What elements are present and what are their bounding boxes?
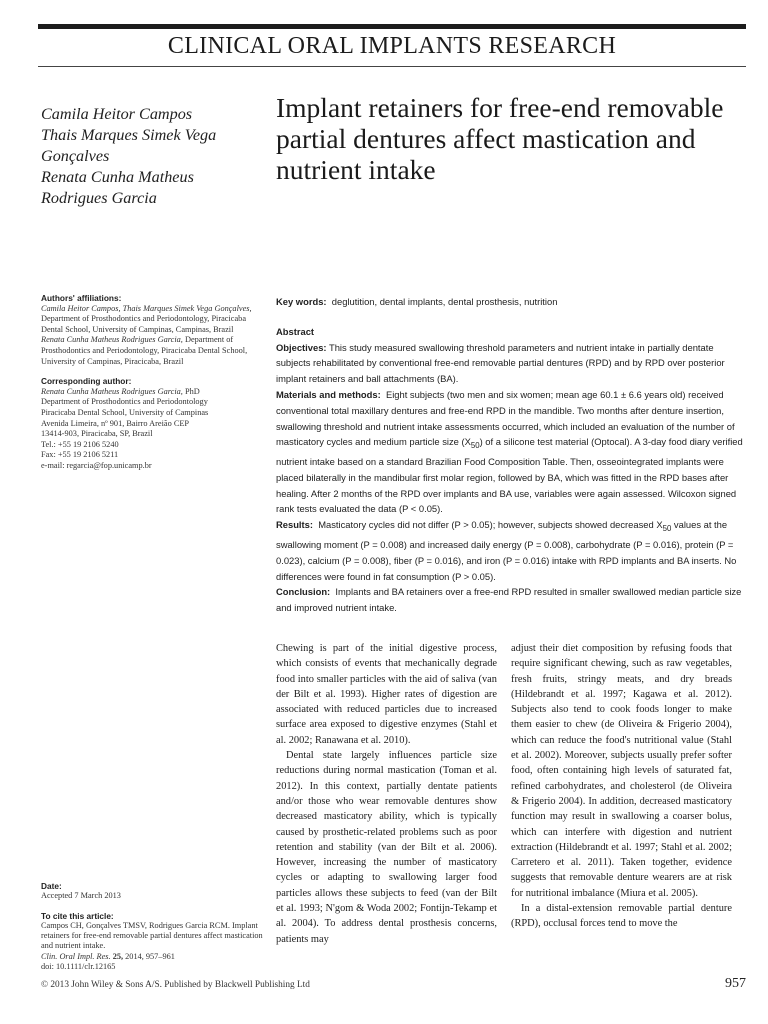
keywords-text: deglutition, dental implants, dental prosthesis, nutrition	[331, 296, 558, 307]
cite-text: Campos CH, Gonçalves TMSV, Rodrigues Garcia RCM. Implant retainers for free-end removable partial dentures affect mastication and nutrient intake.	[41, 920, 263, 951]
results-text: Masticatory cycles did not differ (P > 0.05); however, subjects showed decreased X	[318, 519, 663, 531]
author-line: Thais Marques Simek Vega	[41, 126, 217, 144]
copyright: © 2013 John Wiley & Sons A/S. Published by Blackwell Publishing Ltd	[41, 980, 310, 990]
body-paragraph: Dental state largely influences particle size reductions during normal mastication (Toman et al. 2012). In this context, partially dentate patients and/or those who wear removable dentures show decreased masticatory ability, which is typically caused by prosthetic-related problems such as poor retention and stability (van der Bilt et al. 2006). However, increasing the number of masticatory cycles or adapting to swallowing larger food particles allows these subjects to feed (van der Bilt et al. 1993; N'gom & Woda 2002; Fontijn-Tekamp et al. 2004). To address dental prosthesis concerns, patients may	[276, 750, 497, 945]
article-info	[41, 881, 266, 972]
affiliations-block	[41, 293, 266, 367]
corresponding-line: Avenida Limeira, nº 901, Bairro Areião CEP	[41, 418, 190, 428]
header-rule-thin	[38, 66, 746, 67]
affiliation-text: Department of Prosthodontics and Periodontology, Piracicaba Dental School, University of Campinas, Campinas, Brazil	[41, 314, 246, 334]
keywords-label: Key words:	[276, 296, 327, 307]
header-rule-thick	[38, 24, 746, 29]
body-column-left	[276, 641, 497, 947]
cite-journal-line	[41, 952, 266, 962]
subscript: 50	[662, 524, 672, 534]
cite-volume: 25,	[112, 951, 124, 961]
cite-block	[41, 911, 266, 973]
abstract-methods	[276, 387, 746, 517]
affiliation-names: Renata Cunha Matheus Rodrigues Garcia,	[41, 335, 183, 345]
author-line: Gonçalves	[41, 147, 110, 165]
sidebar	[41, 293, 266, 481]
objectives-text: This study measured swallowing threshold parameters and nutrient intake in partially dentate subjects rehabilitated by conventional free-end removable partial dentures (RPD) and by RPD over posterior implant retainers and ball attachments (BA).	[276, 341, 725, 385]
cite-pages: 2014, 957–961	[125, 951, 175, 961]
author-line: Renata Cunha Matheus	[41, 168, 194, 186]
author-line: Rodrigues Garcia	[41, 189, 157, 207]
cite-heading: To cite this article:	[41, 910, 114, 921]
corresponding-email[interactable]: e-mail: regarcia@fop.unicamp.br	[41, 460, 152, 470]
body-paragraph: In a distal-extension removable partial denture (RPD), occlusal forces tend to move the	[511, 903, 732, 930]
conclusion-text: Implants and BA retainers over a free-end RPD resulted in smaller swallowed median particle size and improved nutrient intake.	[276, 586, 742, 614]
body-paragraph: adjust their diet composition by refusing foods that require significant chewing, such as raw vegetables, fresh fruits, stringy meats, and dry breads (Hildebrandt et al. 1997; Kagawa et al. 2012). Subjects also tend to cook foods longer to make them easier to chew (de Oliveira & Frigerio 2004), which can reduce the food's nutritional value (Stahl et al. 2002). Moreover, subjects usually prefer softer food, often containing high levels of saturated fat, refined carbohydrates, and cholesterol (de Oliveira & Frigerio 2004). In addition, decreased masticatory function may result in swallowing a coarser bolus, which can interfere with digestion and nutrient extraction (Hildebrandt et al. 1997; Stahl et al. 2002; Carretero et al. 2011). Taken together, evidence suggests that removable denture wearers are at risk for nutritional imbalance (Miura et al. 2005).	[511, 643, 732, 899]
corresponding-block	[41, 376, 266, 471]
corresponding-line: Tel.: +55 19 2106 5240	[41, 439, 119, 449]
conclusion-label: Conclusion:	[276, 586, 331, 598]
results-text: values at the swallowing moment (P = 0.008) and increased daily energy (P = 0.008), carbohydrate (P = 0.016), protein (P = 0.023), calcium (P = 0.008), fiber (P = 0.016), and iron (P = 0.016) intake with RPD implants and BA inserts. No differences were found in fat consumption (P > 0.05).	[276, 519, 737, 582]
affiliation-1	[41, 304, 266, 336]
abstract-conclusion	[276, 584, 746, 616]
cite-journal: Clin. Oral Impl. Res.	[41, 951, 111, 961]
corresponding-name: Renata Cunha Matheus Rodrigues Garcia,	[41, 386, 183, 396]
methods-label: Materials and methods:	[276, 388, 381, 400]
abstract-results	[276, 517, 746, 584]
abstract-objectives	[276, 340, 746, 387]
page-number: 957	[725, 976, 746, 991]
corresponding-heading: Corresponding author:	[41, 376, 132, 387]
body-paragraph: Chewing is part of the initial digestive process, which consists of events that mechanically degrade food into smaller particles with the aid of saliva (van der Bilt et al. 1993). Higher rates of digestion are associated with reduced particles due to increased surface area exposed to digestive enzymes (Stahl et al. 2002; Ranawana et al. 2010).	[276, 643, 497, 746]
affiliation-names: Camila Heitor Campos, Thais Marques Simek Vega Gonçalves,	[41, 303, 252, 313]
keywords	[276, 294, 746, 310]
abstract-heading: Abstract	[276, 325, 315, 337]
results-label: Results:	[276, 519, 313, 531]
abstract-area	[276, 294, 746, 616]
cite-doi[interactable]: doi: 10.1111/clr.12165	[41, 962, 116, 972]
accepted-date: Accepted 7 March 2013	[41, 891, 121, 901]
affiliation-2	[41, 335, 266, 367]
corresponding-line: Department of Prosthodontics and Periodontology	[41, 397, 208, 407]
objectives-label: Objectives:	[276, 341, 327, 353]
article-title: Implant retainers for free-end removable partial dentures affect mastication and nutrient intake	[276, 92, 724, 185]
date-heading: Date:	[41, 881, 62, 891]
subscript: 50	[470, 441, 480, 451]
date-block	[41, 881, 266, 902]
corresponding-degree: PhD	[184, 386, 200, 396]
corresponding-line: Fax: +55 19 2106 5211	[41, 450, 119, 460]
affiliation-text: Department of Prosthodontics and Periodontology, Piracicaba Dental School, University of Campinas, Piracicaba, Brazil	[41, 335, 248, 366]
methods-text: Eight subjects (two men and six women; mean age 60.1 ± 6.6 years old) received conventional total maxillary dentures and free-end RPD in the mandible. Two months after denture insertion, swallowing threshold and nutrient intake assessments occurred, which included an evaluation of the number of masticatory cycles and medium particle size (X	[276, 388, 735, 448]
methods-text: ) of a silicone test material (Optocal). A 3-day food diary verified nutrient intake based on a standard Brazilian Food Composition Table. Then, osseointegrated implants were placed bilaterally in the mandibular first molar region, followed by BA, which was fitted in the RPD bases after healing. After 2 months of the RPD over implants and BA use, variables were again assessed. Wilcoxon signed rank tests evaluated the data (P < 0.05).	[276, 436, 743, 515]
body-column-right	[511, 641, 732, 932]
corresponding-line: 13414-903, Piracicaba, SP, Brazil	[41, 429, 153, 439]
author-list	[41, 104, 266, 209]
corresponding-name-line	[41, 387, 266, 398]
corresponding-line: Piracicaba Dental School, University of Campinas	[41, 407, 209, 417]
author-line: Camila Heitor Campos	[41, 105, 193, 123]
affiliations-heading: Authors' affiliations:	[41, 293, 122, 303]
journal-name: CLINICAL ORAL IMPLANTS RESEARCH	[167, 33, 617, 59]
